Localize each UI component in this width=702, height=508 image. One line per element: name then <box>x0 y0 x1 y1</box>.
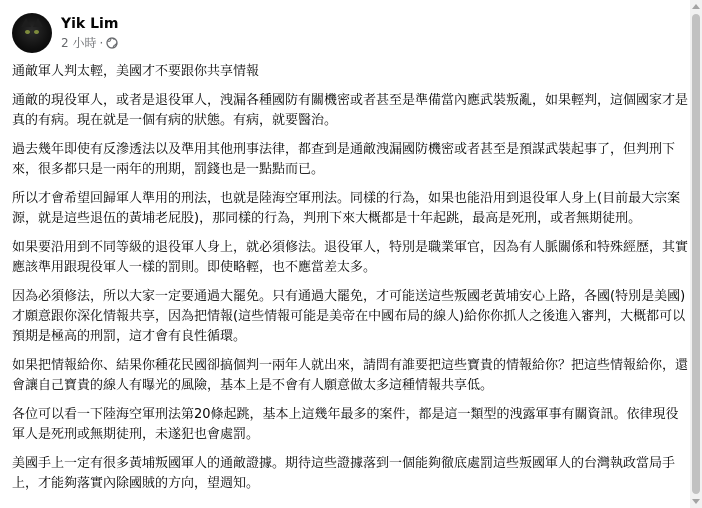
post-paragraph: 通敵軍人判太輕，美國才不要跟你共享情報 <box>12 64 260 79</box>
scroll-up-arrow-icon[interactable] <box>692 4 700 9</box>
separator-dot: · <box>99 36 104 50</box>
post-body <box>12 62 688 503</box>
post-paragraph: 各位可以看一下陸海空軍刑法第20條起跳，基本上這幾年最多的案件，都是這一類型的洩露軍事有關資訊。依律現役軍人是死刑或無期徒刑，未遂犯也會處罰。 <box>12 407 679 442</box>
post-paragraph: 因為必須修法，所以大家一定要通過大罷免。只有通過大罷免，才可能送這些叛國老黃埔安心上路，各國(特別是美國)才願意跟你深化情報共享，因為把情報(這些情報可能是美帝在中國布局的線人)給你你抓人之後進入審判，大概都可以預期是極高的刑罰，這才會有良性循環。 <box>12 289 686 344</box>
post-paragraph: 所以才會希望回歸軍人準用的刑法，也就是陸海空軍刑法。同樣的行為，如果也能沿用到退役軍人身上(目前最大宗案源，就是這些退伍的黃埔老屁股)，那同樣的行為，判刑下來大概都是十年起跳，最高是死刑，或者無期徒刑。 <box>12 191 681 226</box>
globe-icon <box>106 37 118 49</box>
avatar-cat-eye <box>34 30 39 34</box>
post-paragraph: 過去幾年即使有反滲透法以及準用其他刑事法律，都查到是通敵洩漏國防機密或者甚至是預謀武裝起事了，但判刑下來，很多都只是一兩年的刑期，罰錢也是一點點而已。 <box>12 142 676 177</box>
scrollbar-thumb[interactable] <box>692 14 700 494</box>
avatar-cat-ear <box>21 18 31 27</box>
avatar[interactable] <box>12 13 52 53</box>
vertical-scrollbar[interactable] <box>690 0 702 508</box>
post-paragraph: 通敵的現役軍人，或者是退役軍人，洩漏各種國防有關機密或者甚至是準備當內應武裝叛亂，如果輕判，這個國家才是真的有病。現在就是一個有病的狀態。有病，就要醫治。 <box>12 93 689 128</box>
post-paragraph: 美國手上一定有很多黃埔叛國軍人的通敵證據。期待這些證據落到一個能夠徹底處罰這些叛國軍人的台灣執政當局手上，才能夠落實內除國賊的方向，望週知。 <box>12 456 676 491</box>
post-header <box>12 12 118 54</box>
avatar-cat-ear <box>33 18 43 27</box>
author-name[interactable]: Yik Lim <box>61 16 119 32</box>
post-paragraph: 如果要沿用到不同等級的退役軍人身上，就必須修法。退役軍人，特別是職業軍官，因為有人脈關係和特殊經歷，其實應該準用跟現役軍人一樣的罰則。即使略輕，也不應當差太多。 <box>12 240 689 275</box>
post-meta <box>61 15 118 51</box>
post-paragraph: 如果把情報給你、結果你種花民國卻搞個判一兩年人就出來，請問有誰要把這些寶貴的情報給你？把這些情報給你，還會讓自己寶貴的線人有曝光的風險，基本上是不會有人願意做太多這種情報共享低。 <box>12 358 689 393</box>
post-timestamp[interactable]: 2 小時 <box>61 36 97 50</box>
avatar-cat-eye <box>25 30 30 34</box>
scroll-down-arrow-icon[interactable] <box>692 499 700 504</box>
post-subline <box>61 35 118 51</box>
